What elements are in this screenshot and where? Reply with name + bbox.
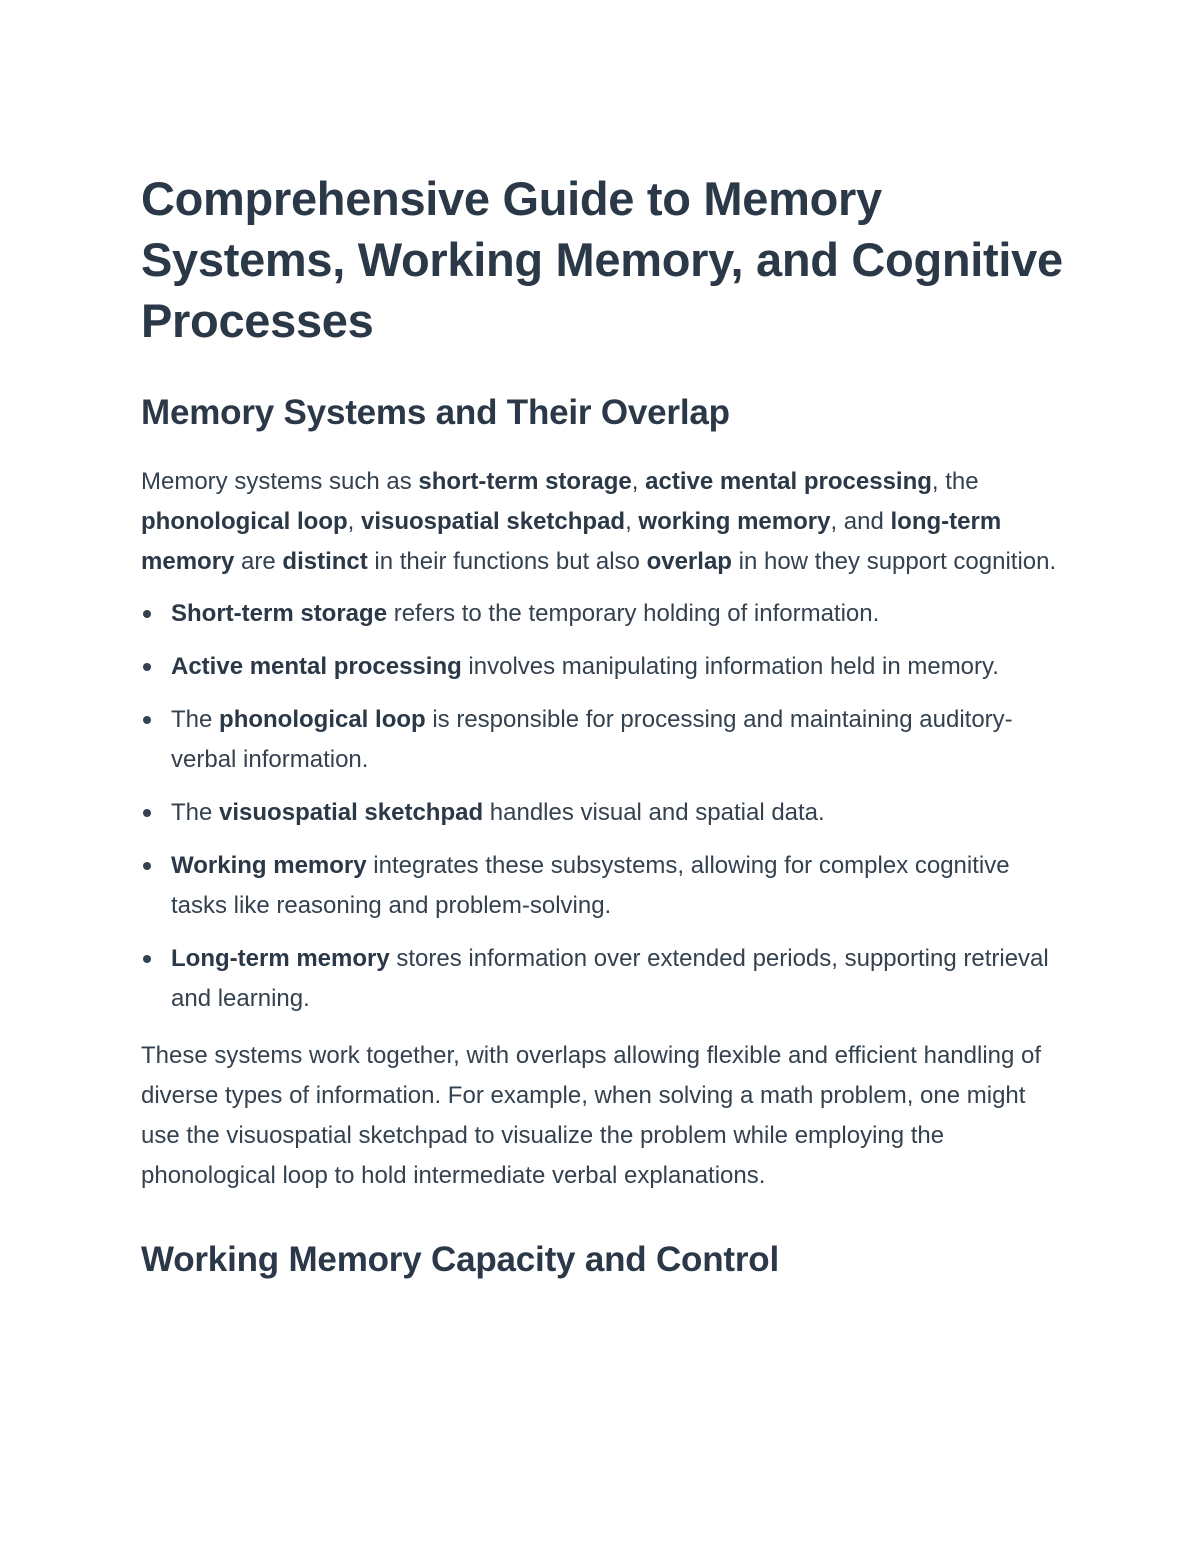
- list-item-term: Short-term storage: [171, 600, 388, 627]
- intro-term: short-term storage: [418, 468, 632, 495]
- intro-text: are: [234, 548, 283, 575]
- section-heading-memory-systems: Memory Systems and Their Overlap: [141, 393, 730, 432]
- list-item-text: is responsible for processing and maintaining auditory-verbal information.: [171, 706, 1013, 773]
- list-item: [141, 846, 1066, 926]
- memory-systems-list: [141, 594, 1066, 1019]
- intro-text: ,: [625, 508, 639, 535]
- intro-term: working memory: [638, 508, 831, 535]
- bullet-icon: [143, 663, 151, 671]
- document-title: Comprehensive Guide to Memory Systems, Working Memory, and Cognitive Processes: [141, 172, 1063, 347]
- section-heading-working-memory: Working Memory Capacity and Control: [141, 1240, 779, 1279]
- outro-paragraph: These systems work together, with overlaps allowing flexible and efficient handling of diverse types of information. For example, when solving a math problem, one might use the visuospatial sketchpad to visualize the problem while employing the phonological loop to hold intermediate verbal explanations.: [141, 1042, 1042, 1189]
- list-item-term: phonological loop: [219, 706, 426, 733]
- list-item: [141, 594, 1066, 634]
- list-item: [141, 700, 1066, 780]
- list-item-term: visuospatial sketchpad: [219, 799, 484, 826]
- document-page: [141, 168, 1066, 1282]
- intro-text: in their functions but also: [367, 548, 647, 575]
- intro-paragraph: [141, 462, 1066, 582]
- bullet-icon: [143, 610, 151, 618]
- list-item-prefix: The: [171, 799, 220, 826]
- intro-term: phonological loop: [141, 508, 348, 535]
- intro-text: ,: [631, 468, 646, 495]
- intro-text: Memory systems such as: [141, 468, 419, 495]
- list-item-term: Working memory: [171, 852, 367, 879]
- bullet-icon: [143, 716, 151, 724]
- intro-text: , and: [830, 508, 891, 535]
- intro-text: , the: [931, 468, 979, 495]
- list-item-text: integrates these subsystems, allowing for complex cognitive tasks like reasoning and problem-solving.: [171, 852, 1010, 919]
- list-item-text: stores information over extended periods, supporting retrieval and learning.: [171, 945, 1049, 1012]
- list-item-text: refers to the temporary holding of information.: [387, 600, 880, 627]
- list-item-term: Active mental processing: [171, 653, 462, 680]
- bullet-icon: [143, 955, 151, 963]
- intro-term: distinct: [282, 548, 368, 575]
- intro-term: active mental processing: [645, 468, 932, 495]
- intro-text: ,: [347, 508, 361, 535]
- list-item-text: handles visual and spatial data.: [483, 799, 825, 826]
- list-item-prefix: The: [171, 706, 220, 733]
- intro-term: overlap: [646, 548, 732, 575]
- list-item-text: involves manipulating information held in memory.: [461, 653, 999, 680]
- list-item: [141, 647, 1066, 687]
- intro-term: long-term memory: [141, 508, 1002, 575]
- list-item-term: Long-term memory: [171, 945, 390, 972]
- list-item: [141, 793, 1066, 833]
- list-item: [141, 939, 1066, 1019]
- intro-text: in how they support cognition.: [731, 548, 1057, 575]
- bullet-icon: [143, 809, 151, 817]
- intro-term: visuospatial sketchpad: [360, 508, 626, 535]
- bullet-icon: [143, 862, 151, 870]
